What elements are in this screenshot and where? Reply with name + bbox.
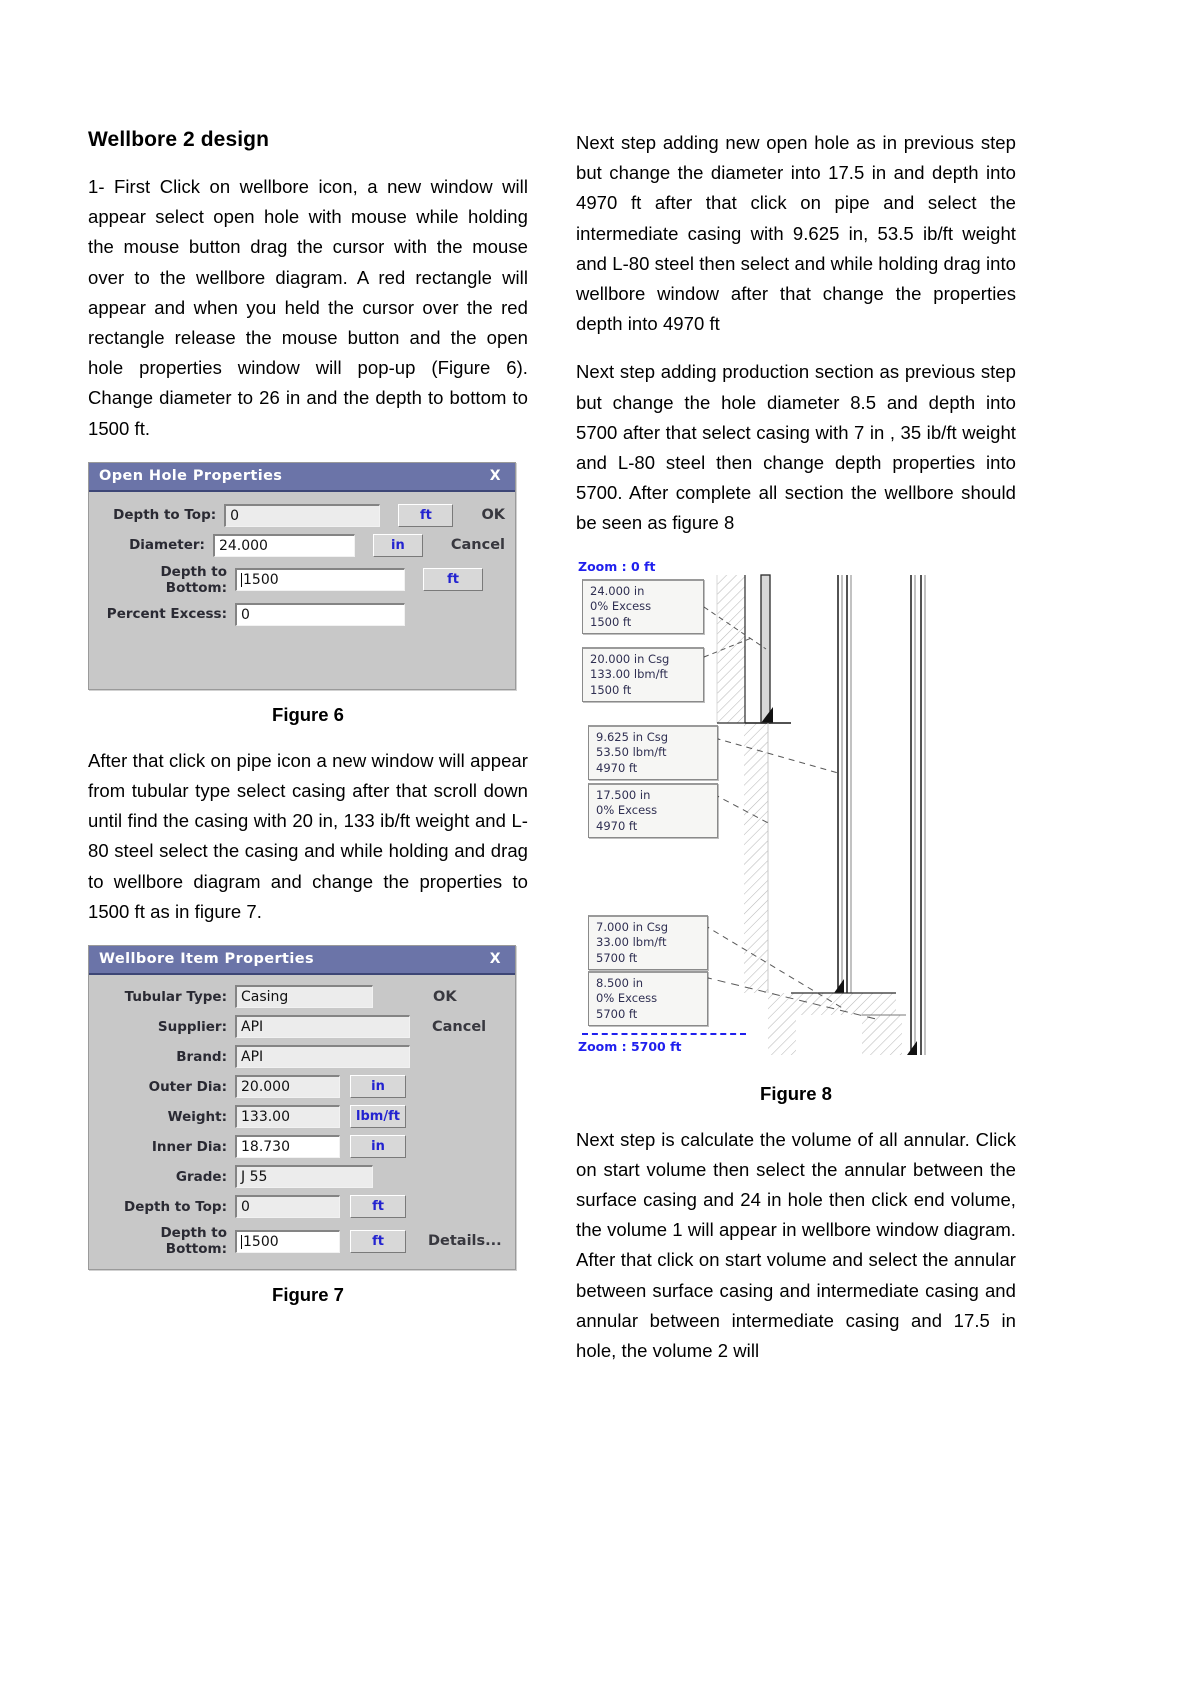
right-paragraph-2: Next step adding production section as previous step but change the hole diameter 8.5 and depth into 5700 after that select casing with 7 in , 35 ib/ft weight and L-80 steel then change depth properties into 5700. After complete all section the wellbore should be seen as figure 8 [576, 361, 1016, 534]
figure-7-caption: Figure 7 [272, 1284, 344, 1306]
cancel-button[interactable]: Cancel [432, 1018, 487, 1035]
callout-line-2: 0% Excess [596, 803, 658, 818]
callout-surface-casing-20in [582, 647, 704, 703]
two-column-layout [88, 128, 1112, 1384]
depth-to-bottom-value: 1500 [243, 1233, 279, 1250]
dialog-titlebar [89, 463, 515, 492]
grade-input[interactable]: J 55 [235, 1165, 373, 1188]
depth-to-bottom-input[interactable] [235, 1230, 340, 1253]
field-row-brand [99, 1045, 505, 1068]
callout-line-1: 9.625 in Csg [596, 729, 669, 744]
field-row-tubular-type [99, 985, 505, 1008]
callout-open-hole-175in [588, 783, 718, 839]
cancel-button[interactable]: Cancel [450, 537, 505, 554]
callout-open-hole-24in [582, 579, 704, 635]
field-row-supplier [99, 1015, 505, 1038]
dialog-title-text: Open Hole Properties [99, 467, 283, 484]
field-row-diameter [99, 534, 505, 557]
depth-to-bottom-unit-button[interactable]: ft [350, 1230, 406, 1253]
field-row-depth-to-top [99, 504, 505, 527]
callout-line-1: 24.000 in [590, 583, 645, 598]
outer-dia-unit-button[interactable]: in [350, 1075, 406, 1098]
depth-to-top-input[interactable]: 0 [224, 504, 380, 527]
callout-line-2: 33.00 lbm/ft [596, 935, 667, 950]
depth-to-top-input[interactable]: 0 [235, 1195, 340, 1218]
percent-excess-label: Percent Excess: [106, 606, 227, 623]
callout-line-3: 5700 ft [596, 950, 638, 965]
outer-dia-label: Outer Dia: [148, 1078, 227, 1095]
supplier-input[interactable]: API [235, 1015, 410, 1038]
callout-line-3: 1500 ft [590, 682, 632, 697]
weight-label: Weight: [167, 1108, 227, 1125]
callout-line-3: 1500 ft [590, 614, 632, 629]
close-icon[interactable]: X [489, 951, 501, 968]
brand-label: Brand: [176, 1048, 227, 1065]
zoom-top-label: Zoom : 0 ft [578, 558, 656, 574]
dialog-body [89, 975, 515, 1269]
callout-line-1: 8.500 in [596, 975, 644, 990]
callout-line-3: 4970 ft [596, 818, 638, 833]
callout-line-2: 0% Excess [596, 991, 658, 1006]
percent-excess-input[interactable]: 0 [235, 603, 405, 626]
field-row-depth-to-bottom [99, 564, 505, 596]
tubular-type-label: Tubular Type: [124, 988, 227, 1005]
wellbore-item-properties-dialog[interactable] [88, 945, 516, 1270]
depth-to-bottom-input[interactable] [235, 568, 405, 591]
text-caret [241, 573, 242, 587]
left-column [88, 128, 528, 1384]
callout-line-3: 5700 ft [596, 1006, 638, 1021]
right-column [576, 128, 1016, 1384]
callout-line-1: 20.000 in Csg [590, 651, 670, 666]
inner-dia-input[interactable]: 18.730 [235, 1135, 340, 1158]
depth-to-top-unit-button[interactable]: ft [398, 504, 453, 527]
field-row-weight [99, 1105, 505, 1128]
depth-to-bottom-unit-button[interactable]: ft [423, 568, 483, 591]
depth-to-top-unit-button[interactable]: ft [350, 1195, 406, 1218]
depth-to-bottom-label: Depth to Bottom: [160, 563, 227, 596]
dialog-spacer [99, 633, 505, 675]
callout-line-1: 7.000 in Csg [596, 919, 669, 934]
brand-input[interactable]: API [235, 1045, 410, 1068]
right-paragraph-3: Next step is calculate the volume of all annular. Click on start volume then select the annular between the surface casing and 24 in hole then click end volume, the volume 1 will appear in wellbore window diagram. After that click on start volume and select the annular between surface casing and intermediate casing and annular between intermediate casing and 17.5 in hole, the volume 2 will [576, 1128, 1016, 1362]
right-paragraph-1: Next step adding new open hole as in previous step but change the diameter into 17.5 in and depth into 4970 ft after that click on pipe and select the intermediate casing with 9.625 in, 53.5 ib/ft weight and L-80 steel then select and while holding drag into wellbore window after that change the properties depth into 4970 ft [576, 132, 1016, 335]
outer-dia-input[interactable]: 20.000 [235, 1075, 340, 1098]
depth-to-top-label: Depth to Top: [124, 1198, 227, 1215]
callout-line-1: 17.500 in [596, 787, 651, 802]
figure-8-caption: Figure 8 [760, 1082, 832, 1104]
close-icon[interactable]: X [489, 467, 501, 484]
depth-to-bottom-label: Depth to Bottom: [160, 1225, 227, 1258]
callout-line-2: 0% Excess [590, 599, 652, 614]
field-row-inner-dia [99, 1135, 505, 1158]
left-paragraph-1: 1- First Click on wellbore icon, a new window will appear select open hole with mouse while holding the mouse button drag the cursor with the mouse over to the wellbore diagram. A red rectangle will appear and when you held the cursor over the red rectangle release the mouse button and the open hole properties window will pop-up (Figure 6). Change diameter to 26 in and the depth to bottom to 1500 ft. [88, 176, 528, 439]
depth-to-top-label: Depth to Top: [113, 507, 217, 524]
tubular-type-input[interactable]: Casing [235, 985, 373, 1008]
field-row-grade [99, 1165, 505, 1188]
zoom-bottom-label: Zoom : 5700 ft [578, 1038, 682, 1054]
grade-label: Grade: [175, 1168, 227, 1185]
dialog-title-text: Wellbore Item Properties [99, 951, 315, 968]
details-button[interactable]: Details... [428, 1233, 502, 1250]
callout-intermediate-casing-9625in [588, 725, 718, 781]
page-title: Wellbore 2 design [88, 128, 270, 151]
field-row-outer-dia [99, 1075, 505, 1098]
zoom-bottom-divider [582, 1033, 746, 1035]
figure-8-wellbore-diagram [576, 557, 1016, 1057]
field-row-percent-excess [99, 603, 505, 626]
callout-production-casing-7in [588, 915, 708, 971]
dialog-body [89, 492, 515, 689]
inner-dia-unit-button[interactable]: in [350, 1135, 406, 1158]
field-row-depth-to-top [99, 1195, 505, 1218]
callout-line-2: 133.00 lbm/ft [590, 667, 668, 682]
field-row-depth-to-bottom [99, 1225, 505, 1257]
diameter-unit-button[interactable]: in [373, 534, 423, 557]
figure-6-caption: Figure 6 [272, 703, 344, 725]
left-paragraph-2: After that click on pipe icon a new window will appear from tubular type select casing after that scroll down until find the casing with 20 in, 133 ib/ft weight and L-80 steel select the casing and while holding and drag to wellbore diagram and change the properties to 1500 ft as in figure 7. [88, 749, 528, 922]
dialog-titlebar [89, 946, 515, 975]
depth-to-bottom-value: 1500 [243, 572, 279, 589]
weight-unit-button[interactable]: lbm/ft [350, 1105, 406, 1128]
ok-button[interactable]: OK [481, 507, 505, 524]
open-hole-properties-dialog[interactable] [88, 462, 516, 690]
text-caret [241, 1235, 242, 1249]
diameter-label: Diameter: [129, 537, 205, 554]
weight-input[interactable]: 133.00 [235, 1105, 340, 1128]
callout-line-3: 4970 ft [596, 760, 638, 775]
supplier-label: Supplier: [157, 1018, 227, 1035]
ok-button[interactable]: OK [433, 988, 457, 1005]
inner-dia-label: Inner Dia: [151, 1138, 227, 1155]
diameter-input[interactable]: 24.000 [213, 534, 355, 557]
callout-line-2: 53.50 lbm/ft [596, 745, 667, 760]
callout-open-hole-85in [588, 971, 708, 1027]
